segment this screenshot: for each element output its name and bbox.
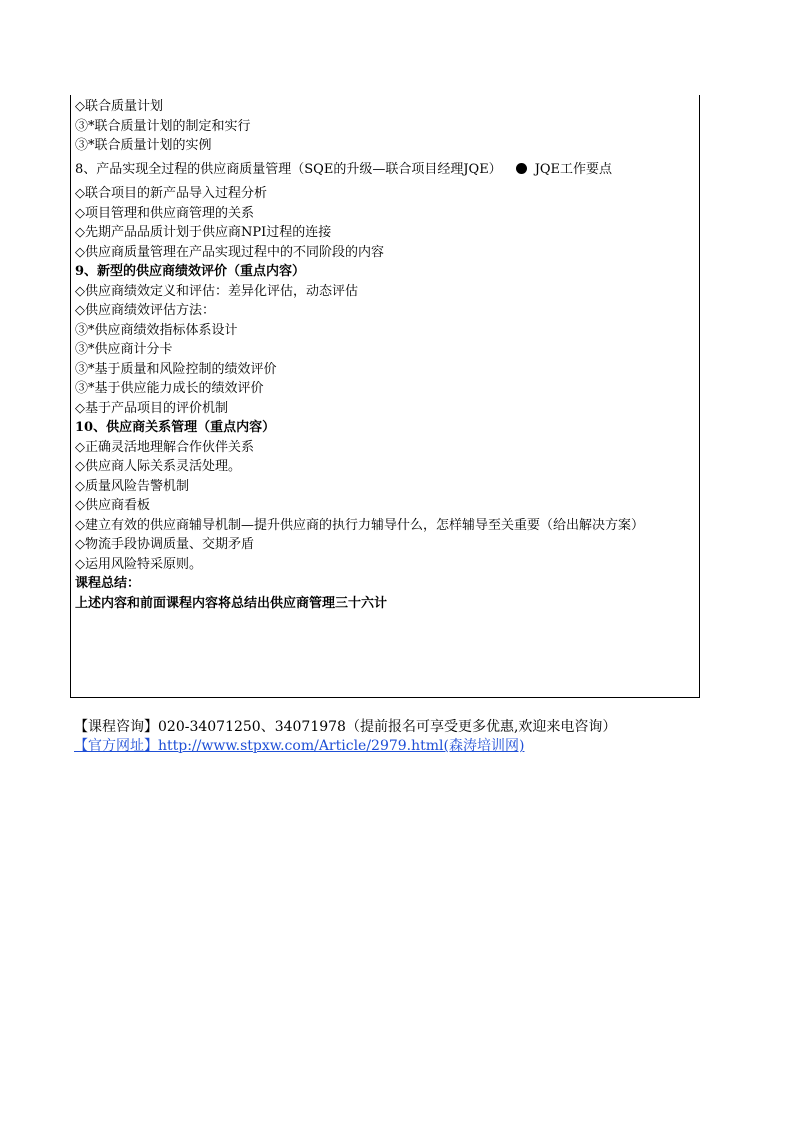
outline-line: ◇质量风险告警机制 bbox=[75, 478, 189, 494]
section-heading-10: 10、供应商关系管理（重点内容） bbox=[75, 420, 276, 435]
outline-line: ◇先期产品品质计划于供应商NPI过程的连接 bbox=[75, 225, 332, 240]
outline-line: ◇建立有效的供应商辅导机制—提升供应商的执行力辅导什么，怎样辅导至关重要（给出解决方案） bbox=[75, 517, 644, 533]
section-heading-8-suffix: JQE工作要点 bbox=[534, 161, 613, 177]
official-site-link[interactable]: 【官方网址】http://www.stpxw.com/Article/2979.html(森涛培训网) bbox=[74, 738, 525, 754]
outline-line: ◇运用风险特采原则。 bbox=[75, 556, 202, 572]
outline-line: ◇供应商看板 bbox=[75, 498, 150, 513]
summary-text: 上述内容和前面课程内容将总结出供应商管理三十六计 bbox=[75, 595, 388, 611]
outline-line: ◇正确灵活地理解合作伙伴关系 bbox=[75, 439, 254, 455]
outline-line: ◇基于产品项目的评价机制 bbox=[75, 400, 228, 416]
outline-line: ◇项目管理和供应商管理的关系 bbox=[75, 205, 254, 221]
outline-line: ◇供应商质量管理在产品实现过程中的不同阶段的内容 bbox=[75, 244, 384, 260]
outline-line: ③*基于质量和风险控制的绩效评价 bbox=[75, 361, 277, 377]
summary-heading: 课程总结： bbox=[75, 576, 141, 591]
consult-info: 【课程咨询】020-34071250、34071978（提前报名可享受更多优惠,欢迎来电咨询） bbox=[74, 719, 617, 735]
outline-line: ◇供应商绩效定义和评估：差异化评估，动态评估 bbox=[75, 283, 358, 299]
outline-line: ③*供应商计分卡 bbox=[75, 342, 173, 357]
outline-line: ◇供应商绩效评估方法： bbox=[75, 303, 215, 318]
course-outline bbox=[75, 97, 695, 613]
section-heading-8 bbox=[75, 160, 695, 180]
footer bbox=[74, 718, 616, 756]
outline-line: ③*供应商绩效指标体系设计 bbox=[75, 322, 238, 338]
outline-line: ◇供应商人际关系灵活处理。 bbox=[75, 459, 241, 474]
outline-line: ③*联合质量计划的实例 bbox=[75, 138, 212, 153]
outline-line: ◇联合项目的新产品导入过程分析 bbox=[75, 186, 267, 201]
section-heading-9: 9、新型的供应商绩效评价（重点内容） bbox=[75, 264, 306, 279]
bullet-icon bbox=[516, 163, 527, 174]
outline-line: ◇联合质量计划 bbox=[75, 99, 163, 114]
outline-line: ◇物流手段协调质量、交期矛盾 bbox=[75, 537, 254, 552]
outline-line: ③*联合质量计划的制定和实行 bbox=[75, 118, 251, 134]
section-heading-8-text: 8、产品实现全过程的供应商质量管理（SQE的升级—联合项目经理JQE） bbox=[75, 161, 502, 177]
outline-line: ③*基于供应能力成长的绩效评价 bbox=[75, 381, 264, 396]
